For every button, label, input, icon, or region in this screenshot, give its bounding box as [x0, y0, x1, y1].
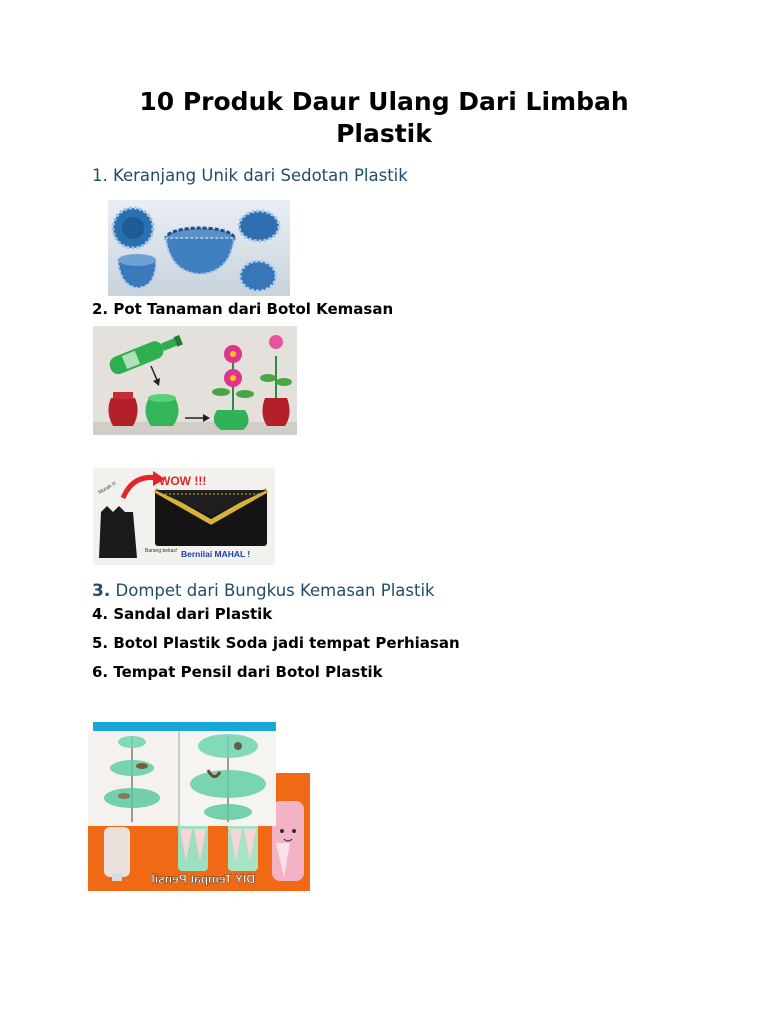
murah-text: Murah !!! [97, 480, 118, 496]
pencil-caption-text: DIY Tempat Pensil [151, 872, 255, 886]
document-title: 10 Produk Daur Ulang Dari Limbah Plastik [139, 87, 629, 148]
basket-image [108, 200, 290, 296]
item-5-heading: 5. Botol Plastik Soda jadi tempat Perhiasan [92, 634, 460, 652]
wallet-image [93, 468, 275, 565]
caption-left-text: Barang bekas! [145, 548, 178, 554]
item-2-heading: 2. Pot Tanaman dari Botol Kemasan [92, 300, 394, 318]
item-6-heading: 6. Tempat Pensil dari Botol Plastik [92, 663, 383, 681]
item-3-number: 3. [92, 581, 111, 601]
plant-pot-image [93, 326, 297, 435]
item-4-heading: 4. Sandal dari Plastik [92, 605, 273, 623]
item-1-heading: 1. Keranjang Unik dari Sedotan Plastik [92, 166, 408, 185]
caption-right-text: Bernilai MAHAL ! [181, 549, 251, 559]
wow-text: WOW !!! [159, 474, 207, 488]
item-3-label: Dompet dari Bungkus Kemasan Plastik [110, 581, 435, 600]
item-3-heading [92, 581, 435, 601]
jewelry-stand-image [88, 722, 276, 826]
